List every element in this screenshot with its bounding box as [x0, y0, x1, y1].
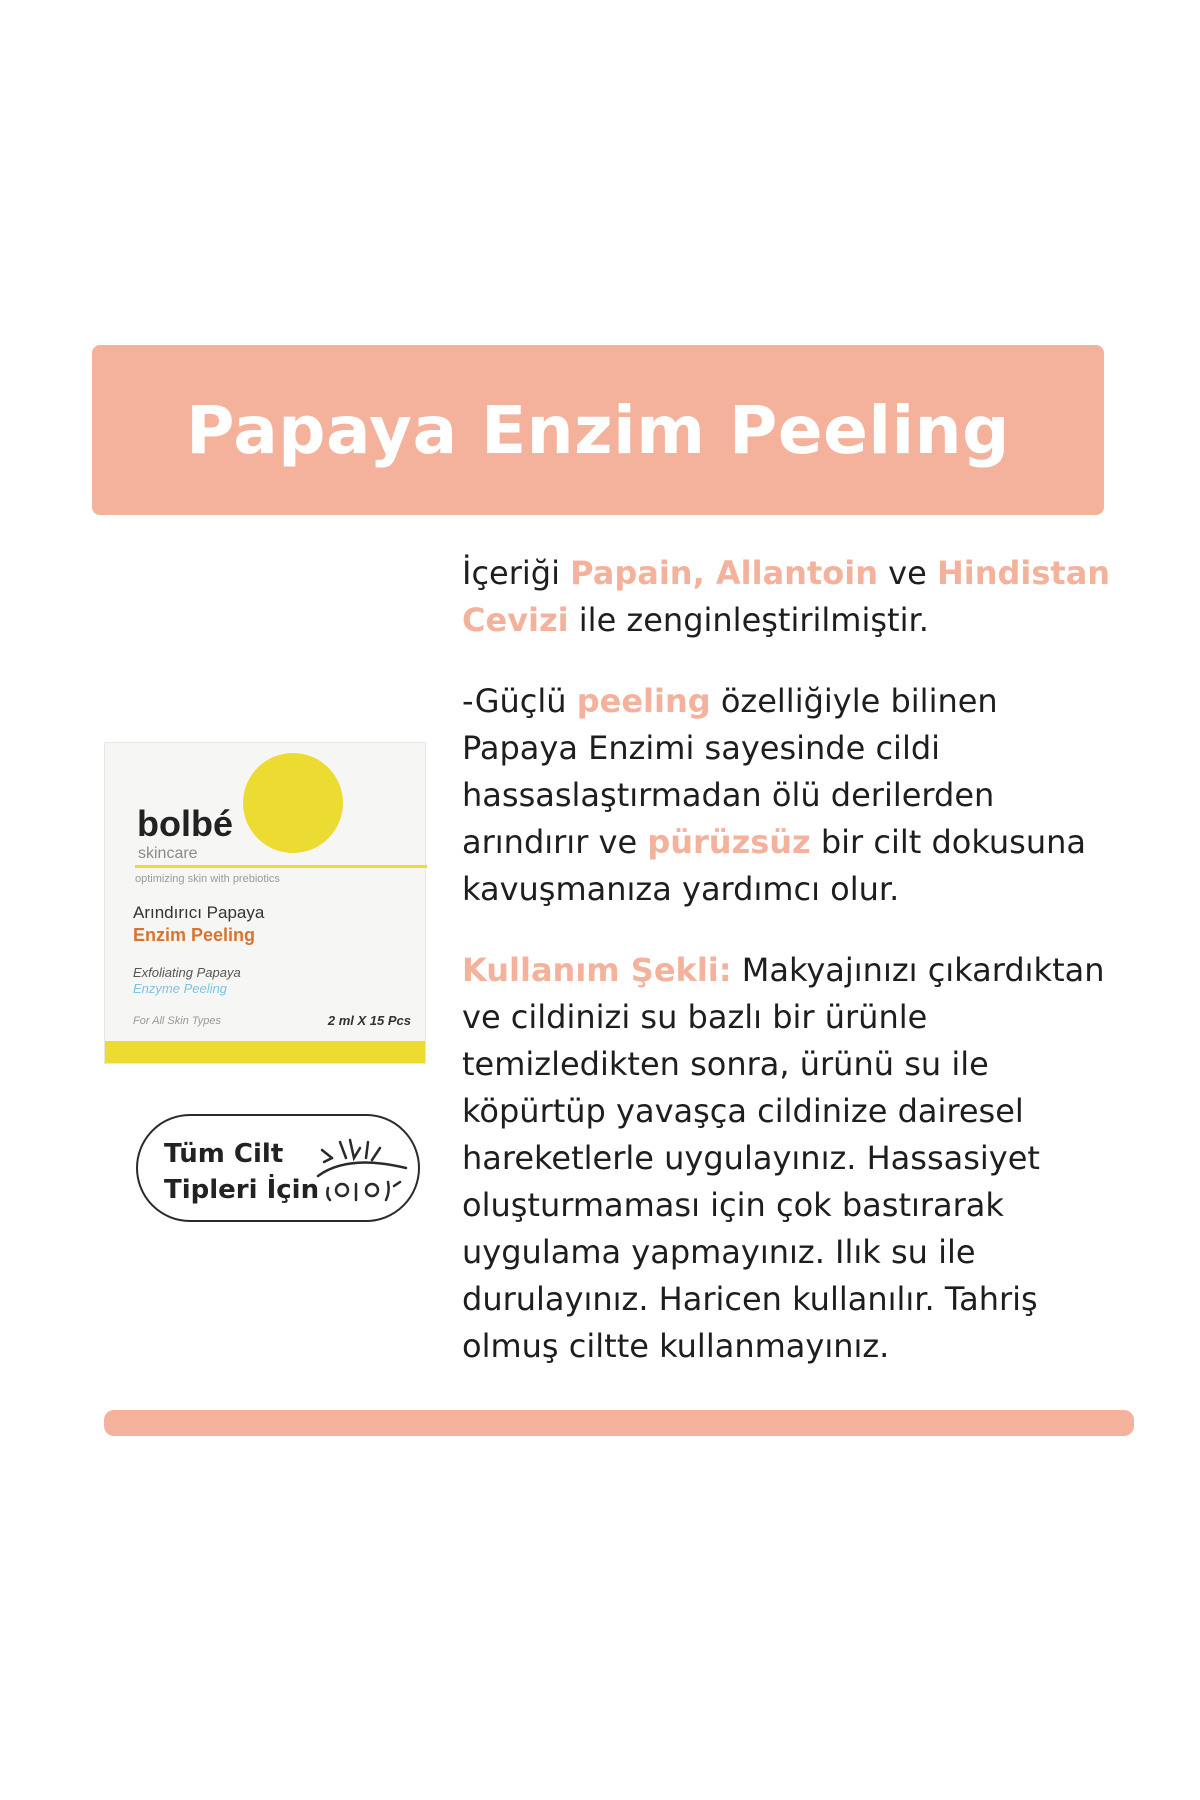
box-brand: bolbé	[137, 803, 233, 844]
box-tagline: optimizing skin with prebiotics	[135, 873, 280, 885]
box-subbrand: skincare	[138, 845, 198, 862]
text-span: İçeriği	[462, 554, 571, 592]
bottom-decorative-bar	[104, 1410, 1134, 1436]
face-skin-icon	[314, 1132, 410, 1208]
text-span: ile zenginleştirilmiştir.	[568, 601, 929, 639]
box-skin-types: For All Skin Types	[133, 1015, 222, 1027]
highlight-smooth: pürüzsüz	[647, 823, 811, 861]
text-span: -Güçlü	[462, 682, 577, 720]
box-english-line2: Enzyme Peeling	[133, 981, 227, 996]
highlight-peeling: peeling	[576, 682, 711, 720]
text-span: Makyajınızı çıkardıktan ve cildinizi su bazlı bir ürünle temizledikten sonra, ürünü su ile köpürtüp yavaşça cildinize dairesel hareketlerle uygulayınız. Hassasiyet oluşturmaması için çok bastırarak uygulama yapmayınız. Ilık su ile durulayınız. Haricen kullanılır. Tahriş olmuş ciltte kullanmayınız.	[462, 951, 1105, 1365]
box-english-line1: Exfoliating Papaya	[133, 965, 241, 980]
box-name-line2: Enzim Peeling	[133, 925, 256, 945]
text-span: bir cilt dokusuna kavuşmanıza yardımcı olur.	[462, 823, 1086, 908]
skin-type-badge	[136, 1114, 420, 1222]
box-yellow-circle	[243, 753, 343, 853]
usage-paragraph	[462, 947, 1112, 1370]
ingredients-paragraph	[462, 550, 1112, 644]
text-span: ,	[692, 554, 716, 592]
highlight-allantoin: Allantoin	[715, 554, 878, 592]
benefits-paragraph	[462, 678, 1112, 913]
badge-text	[164, 1136, 319, 1208]
text-span: özelliğiyle bilinen Papaya Enzimi sayesinde cildi hassaslaştırmadan ölü derilerden arındırır ve	[462, 682, 998, 861]
box-yellow-band	[105, 1041, 425, 1063]
badge-line1: Tüm Cilt	[164, 1139, 284, 1169]
highlight-papain: Papain	[570, 554, 693, 592]
product-box-image	[104, 742, 426, 1064]
page-title: Papaya Enzim Peeling	[186, 391, 1010, 469]
badge-line2: Tipleri İçin	[164, 1175, 320, 1205]
text-span: ve	[877, 554, 937, 592]
title-banner	[92, 345, 1104, 515]
usage-heading: Kullanım Şekli:	[462, 951, 732, 989]
box-size: 2 ml X 15 Pcs	[327, 1013, 411, 1028]
box-divider	[135, 865, 427, 868]
highlight-coconut: Hindistan Cevizi	[462, 554, 1111, 639]
box-name-line1: Arındırıcı Papaya	[133, 903, 265, 922]
description-column	[462, 550, 1112, 1404]
